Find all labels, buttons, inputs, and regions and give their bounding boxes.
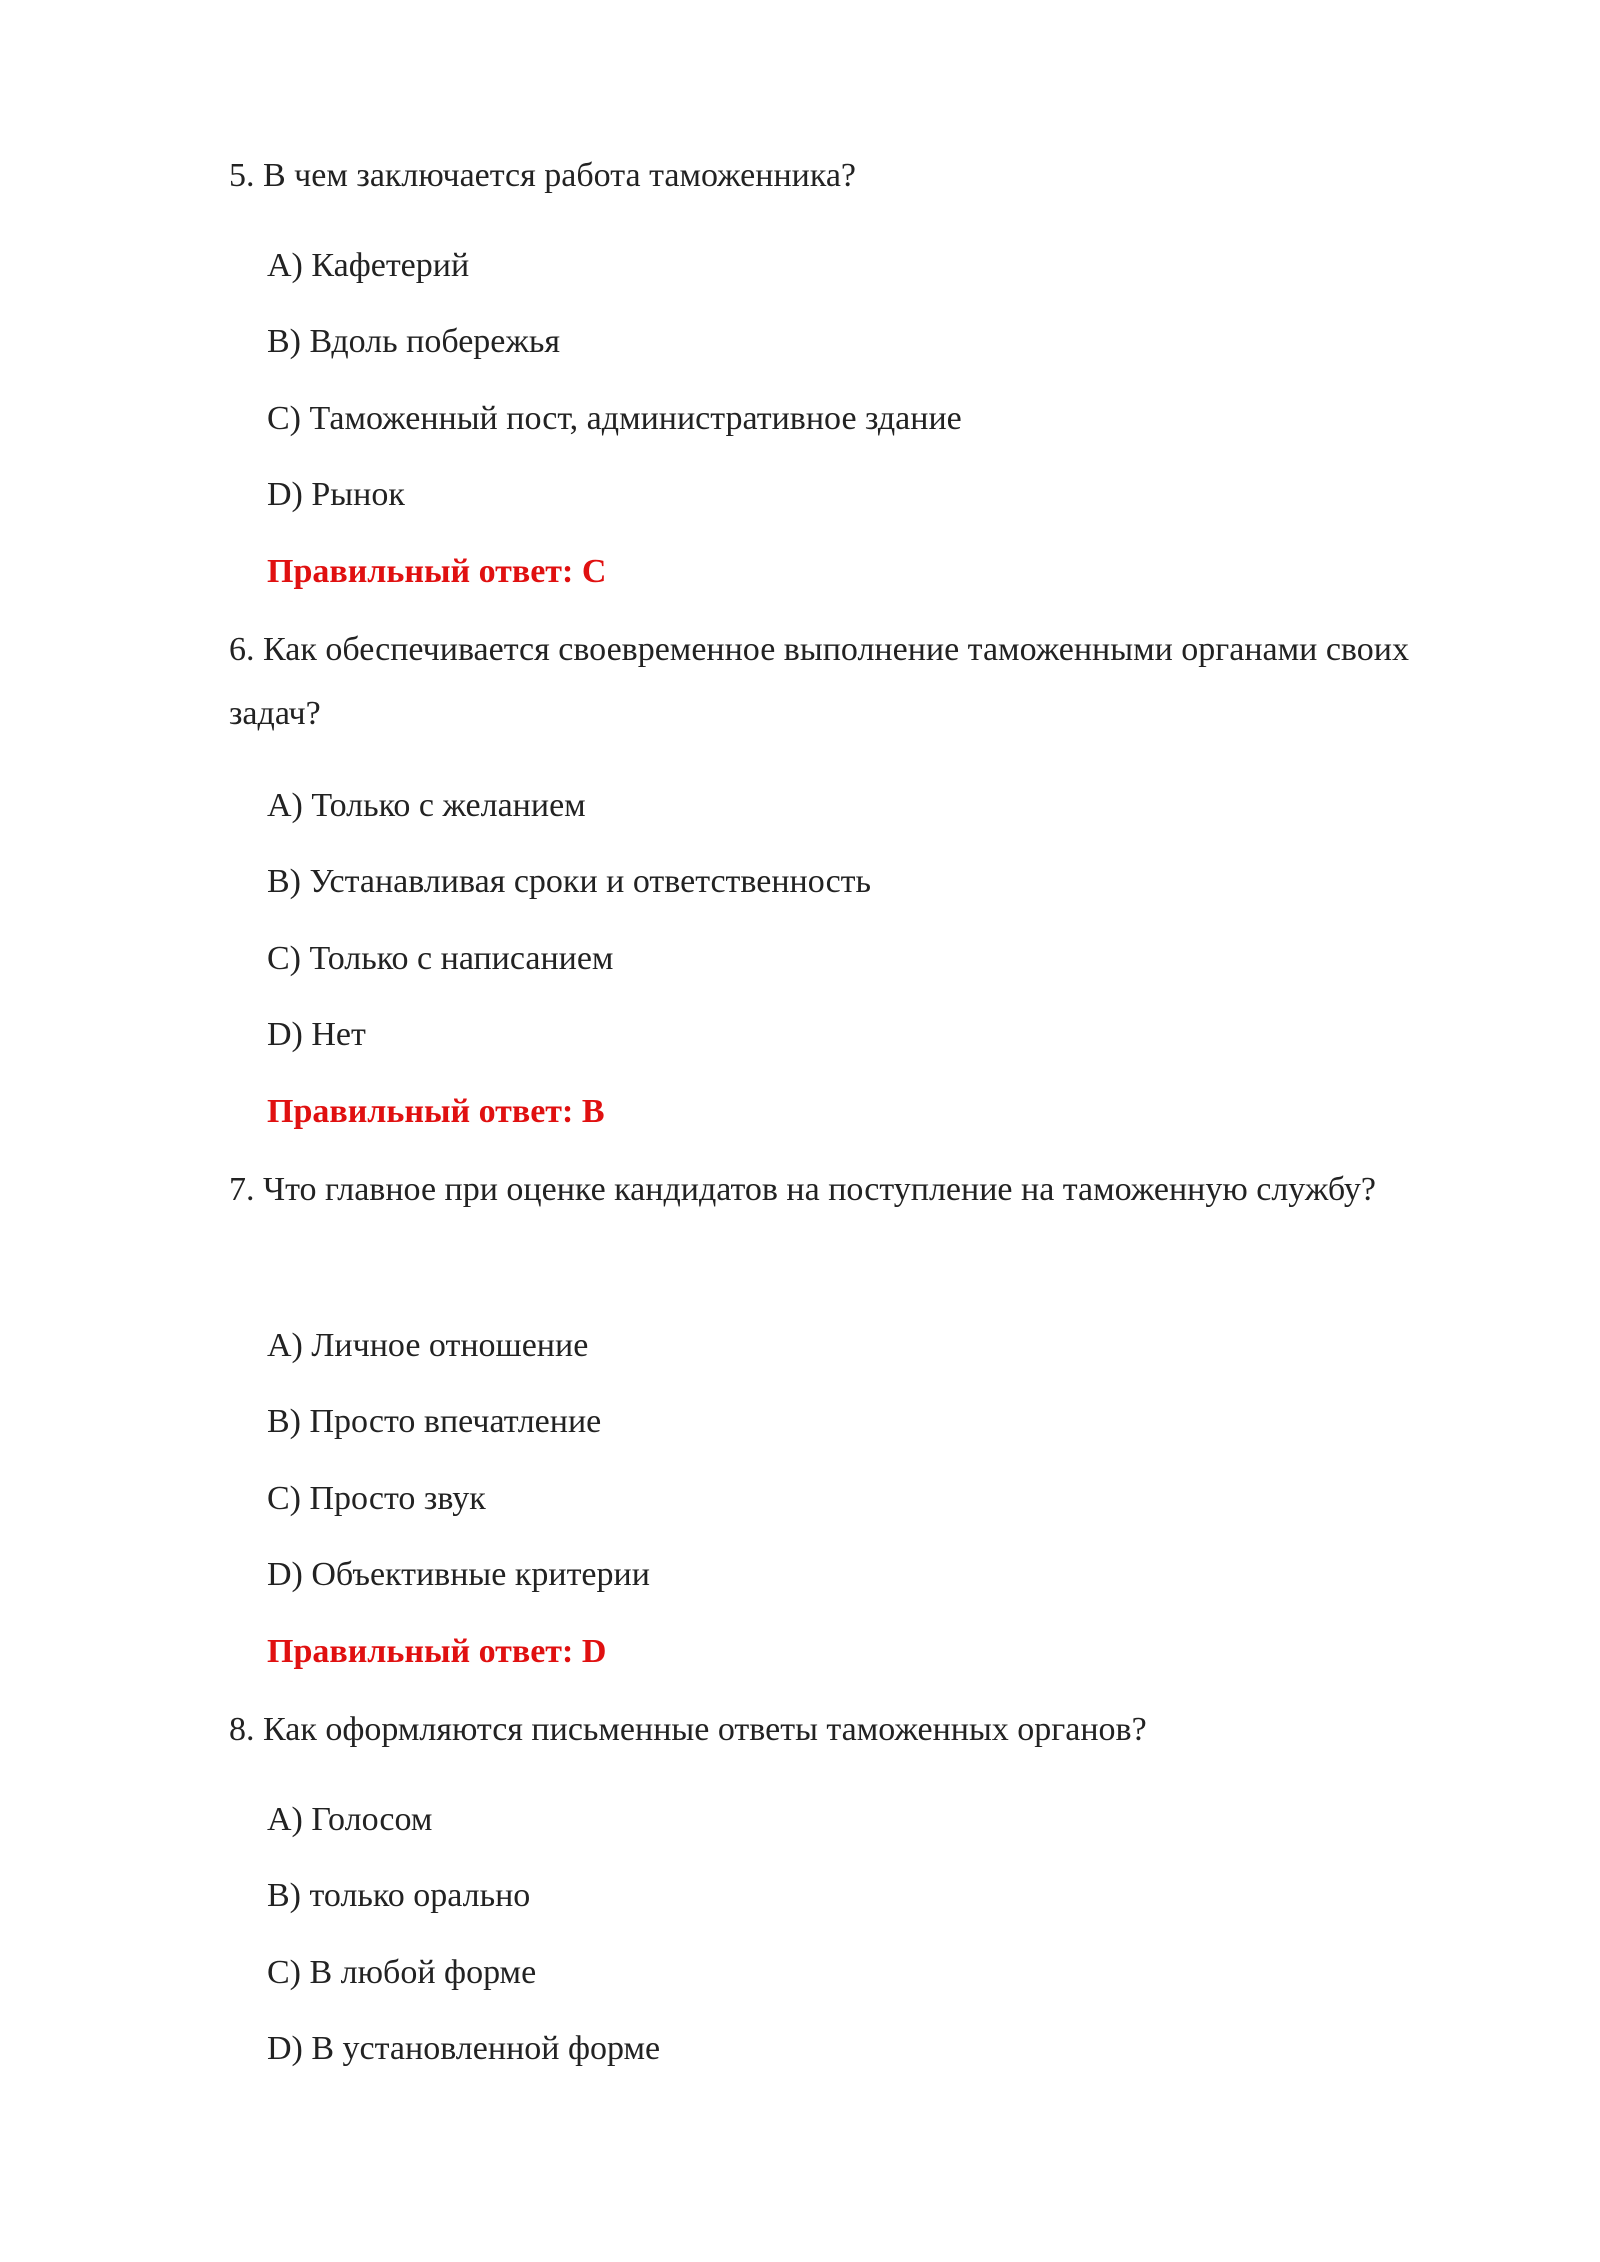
question-5-option-a: A) Кафетерий [267,247,470,284]
question-7: 7. Что главное при оценке кандидатов на поступление на таможенную службу? [229,1171,1376,1208]
question-5-answer: Правильный ответ: C [267,553,607,590]
question-7-option-b: B) Просто впечатление [267,1403,602,1440]
question-8-option-c: C) В любой форме [267,1954,537,1991]
question-5-option-d: D) Рынок [267,476,405,513]
question-6-answer: Правильный ответ: B [267,1093,605,1130]
question-7-option-c: C) Просто звук [267,1480,486,1517]
question-6: 6. Как обеспечивается своевременное выполнение таможенными органами своих задач? [229,631,1409,732]
question-8-option-a: A) Голосом [267,1801,433,1838]
question-8-option-b: B) только орально [267,1877,531,1914]
question-6-option-a: A) Только с желанием [267,787,586,824]
question-5-option-b: B) Вдоль побережья [267,323,561,360]
question-5-option-c: C) Таможенный пост, административное здание [267,400,962,437]
question-6-option-b: B) Устанавливая сроки и ответственность [267,863,872,900]
question-5: 5. В чем заключается работа таможенника? [229,157,857,194]
question-8: 8. Как оформляются письменные ответы таможенных органов? [229,1711,1147,1748]
question-7-option-a: A) Личное отношение [267,1327,589,1364]
question-6-option-d: D) Нет [267,1016,366,1053]
question-6-option-c: C) Только с написанием [267,940,614,977]
question-7-option-d: D) Объективные критерии [267,1556,650,1593]
question-8-option-d: D) В установленной форме [267,2030,661,2067]
question-7-answer: Правильный ответ: D [267,1633,607,1670]
